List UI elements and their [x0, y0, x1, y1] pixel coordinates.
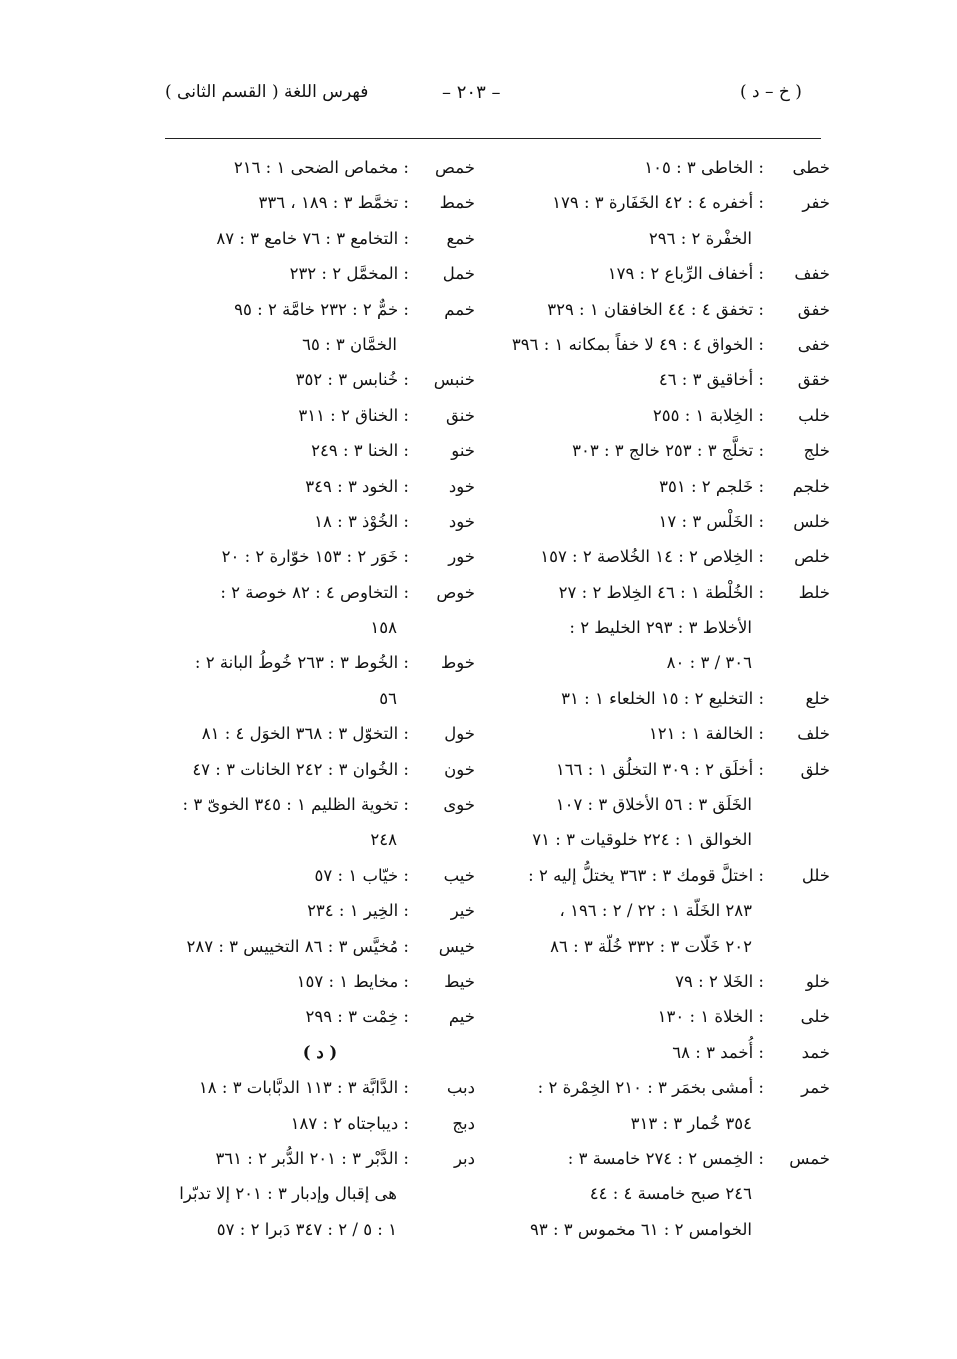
index-entry	[520, 716, 830, 751]
index-entry	[165, 539, 475, 574]
entry-root: خمر	[801, 1078, 830, 1098]
index-entry	[520, 1212, 830, 1247]
index-entry	[520, 929, 830, 964]
index-entry	[165, 1035, 475, 1070]
entry-text: : مُخيَّس ٣ : ٨٦ التخييس ٣ : ٢٨٧	[186, 936, 409, 956]
index-entry	[520, 752, 830, 787]
entry-text: : الخواق ٤ : ٤٩ لا خفاً بمكانه ١ : ٣٩٦	[511, 334, 764, 354]
letter-range: ( خ – د )	[740, 82, 802, 102]
entry-text: : خُنابس ٣ : ٣٥٢	[295, 370, 409, 390]
index-entry	[520, 893, 830, 928]
index-entry	[165, 716, 475, 751]
index-entry	[520, 1141, 830, 1176]
entry-root: خفى	[797, 334, 830, 354]
entry-text: الخوالق ١ : ٢٢٤ خلوقيات ٣ : ٧١	[532, 830, 752, 850]
entry-root: خفف	[794, 264, 830, 284]
index-entry	[165, 610, 475, 645]
entry-root: خوى	[443, 795, 475, 815]
index-entry	[165, 752, 475, 787]
index-entry	[511, 327, 830, 362]
running-title: فهرس اللغة ( القسم الثانى )	[165, 82, 369, 102]
index-entry	[520, 398, 830, 433]
index-entry	[165, 858, 475, 893]
entry-text: الخمَّان ٣ : ٦٥	[302, 334, 397, 354]
entry-text: ٣٠٦ / ٣ : ٨٠	[666, 653, 752, 673]
entry-text: : ديباجتاه ٢ : ١٨٧	[290, 1113, 409, 1133]
entry-text: : خَلجم ٢ : ٣٥١	[659, 476, 764, 496]
entry-text: : الدَّابَّة ٣ : ١١٣ الدبَّابات ٣ : ١٨	[198, 1078, 409, 1098]
entry-root: خمد	[801, 1042, 830, 1062]
header-rule	[165, 138, 821, 139]
entry-text: : تخمَّط ٣ : ١٨٩ ، ٣٣٦	[258, 193, 409, 213]
entry-root: خلب	[798, 405, 830, 425]
index-entry	[165, 822, 475, 857]
entry-text: : التخليع ٢ : ١٥ الخلعاء ١ : ٣١	[561, 688, 764, 708]
entry-root: خلو	[805, 971, 830, 991]
entry-root: خقق	[797, 370, 830, 390]
entry-root: دبب	[446, 1078, 475, 1098]
index-entry	[520, 1106, 830, 1141]
index-entry	[165, 787, 475, 822]
entry-root: خير	[450, 901, 475, 921]
entry-text: : أُخمد ٣ : ٦٨	[672, 1042, 764, 1062]
index-entry	[165, 292, 475, 327]
index-entry	[165, 221, 475, 256]
index-entry	[520, 681, 830, 716]
index-entry	[520, 433, 830, 468]
entry-root: خلس	[793, 511, 830, 531]
entry-text: : خيّاب ١ : ٥٧	[314, 865, 409, 885]
index-entry	[520, 645, 830, 680]
entry-text: : أخلَق ٢ : ٣٠٩ التخلُق ١ : ١٦٦	[555, 759, 764, 779]
index-entry	[165, 964, 475, 999]
entry-root: خمل	[442, 264, 475, 284]
entry-root: خلق	[800, 759, 830, 779]
entry-root: خلجم	[792, 476, 830, 496]
index-entry	[520, 185, 830, 220]
entry-root: خطى	[792, 158, 830, 177]
entry-text: : الخلاة ١ : ١٣٠	[657, 1007, 764, 1027]
index-entry	[165, 1070, 475, 1105]
entry-text: : الخُلْطة ١ : ٤٦ الخِلاط ٢ : ٢٧	[558, 582, 764, 602]
entry-text: : الخِلاص ٢ : ١٤ الخُلاصة ٢ : ١٥٧	[540, 547, 764, 567]
entry-text: ٢٤٦ صبح خامسة ٤ : ٤٤	[589, 1184, 752, 1204]
index-entry	[165, 433, 475, 468]
index-entry	[520, 575, 830, 610]
index-entry	[520, 787, 830, 822]
entry-text: ١٥٨	[370, 618, 397, 638]
entry-root: دبر	[453, 1148, 475, 1168]
entry-text: الأخلاط ٣ : ٢٩٣ الخليط ٢ :	[569, 618, 752, 638]
entry-text: ٢٤٨	[370, 830, 397, 850]
index-entry	[165, 1141, 475, 1176]
entry-text: : الخِلابة ١ : ٢٥٥	[652, 405, 764, 425]
entry-text: الخوامس ٢ : ٦١ مخموس ٣ : ٩٣	[529, 1219, 752, 1239]
index-entry	[520, 1035, 830, 1070]
entry-text: ٢٨٣ الخَلّة ١ : ٢٢ / ٢ : ١٩٦ ،	[559, 901, 752, 921]
entry-text: : أخفره ٤ : ٤٢ الخَفَارة ٣ : ١٧٩	[552, 193, 764, 213]
entry-root: خور	[448, 547, 475, 567]
index-entry	[165, 504, 475, 539]
index-entry	[520, 221, 830, 256]
index-entry	[165, 1176, 475, 1211]
entry-text: : خِمْت ٣ : ٢٩٩	[305, 1007, 409, 1027]
index-entry	[165, 681, 475, 716]
entry-text: ١ : ٥ / ٢ : ٣٤٧ دَبرا ٢ : ٥٧	[216, 1219, 397, 1239]
entry-root: خفق	[797, 299, 830, 319]
entry-text: : تخلَّج ٣ : ٢٥٣ خالج ٣ : ٣٠٣	[572, 441, 764, 461]
entry-root: خيب	[443, 865, 475, 885]
entry-root: خنق	[446, 405, 475, 425]
entry-text: : الخَلا ٢ : ٧٩	[675, 971, 764, 991]
entry-text: : مخايط ١ : ١٥٧	[296, 971, 409, 991]
entry-text: : المخمَّل ٢ : ٢٣٢	[289, 264, 409, 284]
index-entry	[165, 929, 475, 964]
index-entry	[520, 469, 830, 504]
index-entry	[520, 362, 830, 397]
section-letter-heading: ( د )	[302, 1042, 338, 1062]
entry-root: خمع	[446, 228, 475, 248]
entry-text: : الخنا ٣ : ٢٤٩	[311, 441, 409, 461]
entry-text: : الخَلْس ٣ : ١٧	[658, 511, 764, 531]
entry-text: ٢٠٢ خَلّات ٣ : ٣٣٢ خُلّة ٣ : ٨٦	[550, 936, 752, 956]
index-entry	[520, 256, 830, 291]
entry-text: الخفْرة ٢ : ٢٩٦	[648, 228, 752, 248]
entry-text: : التخامع ٣ : ٧٦ خامع ٣ : ٨٧	[216, 228, 409, 248]
index-entry	[165, 256, 475, 291]
entry-root: خون	[444, 759, 475, 779]
entry-text: : أخفاف الرِّباع ٢ : ١٧٩	[607, 264, 764, 284]
entry-text: : أمشى بخمَر ٣ : ٢١٠ الخِمْرة ٢ :	[537, 1078, 764, 1098]
index-entry	[165, 1106, 475, 1141]
entry-root: خلص	[794, 547, 830, 567]
entry-root: خمم	[444, 299, 475, 319]
entry-text: : الخناق ٢ : ٣١١	[298, 405, 409, 425]
right-column	[511, 150, 830, 1247]
entry-text: : أخاقيق ٣ : ٤٦	[658, 370, 764, 390]
index-entry	[165, 1212, 475, 1247]
index-entry	[165, 999, 475, 1034]
entry-text: الخَلَق ٣ : ٥٦ الأخلاق ٣ : ١٠٧	[555, 795, 752, 815]
entry-root: خنبس	[433, 370, 475, 390]
index-entry	[520, 292, 830, 327]
page-number: – ٢٠٣ –	[442, 82, 501, 103]
entry-text: : الخُوان ٣ : ٢٤٢ الخانات ٣ : ٤٧	[192, 759, 409, 779]
entry-text: ٥٦	[379, 688, 397, 708]
entry-text: : مخماص الضحى ١ : ٢١٦	[233, 158, 409, 177]
entry-text: : الدَّبْر ٣ : ٢٠١ الدُّبر ٢ : ٣٦١	[215, 1148, 409, 1168]
entry-root: خيم	[448, 1007, 475, 1027]
entry-root: خلج	[803, 441, 830, 461]
index-entry	[520, 610, 830, 645]
entry-root: خلى	[800, 1007, 830, 1027]
entry-root: خوص	[436, 582, 475, 602]
entry-root: خمس	[789, 1148, 830, 1168]
index-entry	[520, 150, 830, 185]
index-entry	[520, 964, 830, 999]
entry-root: خلط	[798, 582, 830, 602]
entry-root: خلع	[805, 688, 830, 708]
entry-text: : الخود ٣ : ٣٤٩	[305, 476, 409, 496]
entry-root: خلل	[801, 865, 830, 885]
entry-root: دبج	[452, 1113, 475, 1133]
entry-root: خمط	[439, 193, 475, 213]
index-entry	[165, 469, 475, 504]
index-entry	[165, 893, 475, 928]
index-entry	[165, 362, 475, 397]
entry-text: : الخِير ١ : ٢٣٤	[307, 901, 409, 921]
entry-root: خود	[448, 476, 475, 496]
index-entry	[165, 398, 475, 433]
left-column	[165, 150, 475, 1247]
entry-root: خفر	[802, 193, 830, 213]
entry-root: خود	[448, 511, 475, 531]
index-entry	[520, 822, 830, 857]
entry-root: خنو	[451, 441, 475, 461]
index-entry	[520, 999, 830, 1034]
index-entry	[520, 539, 830, 574]
entry-text: : الخاطى ٣ : ١٠٥	[644, 158, 764, 177]
page-header	[0, 82, 957, 112]
index-entry	[165, 150, 475, 185]
entry-text: : تخفق ٤ : ٤٤ الخافقان ١ : ٣٢٩	[547, 299, 764, 319]
entry-text: ٣٥٤ خُمار ٣ : ٣١٣	[630, 1113, 752, 1133]
entry-text: : اختلَّ قومك ٣ : ٣٦٣ يختلُّ إليه ٢ :	[528, 865, 764, 885]
index-entry	[165, 645, 475, 680]
entry-text: : الخالفة ١ : ١٢١	[648, 724, 764, 744]
index-entry	[165, 575, 475, 610]
index-entry	[520, 858, 830, 893]
entry-text: : خَوَر ٢ : ١٥٣ خوّارة ٢ : ٢٠	[221, 547, 409, 567]
entry-text: : التخوّل ٣ : ٣٦٨ الخوَل ٤ : ٨١	[201, 724, 409, 744]
entry-text: : خمٌّ ٢ : ٢٣٢ خامَّة ٢ : ٩٥	[234, 299, 409, 319]
entry-root: خيس	[438, 936, 475, 956]
entry-text: : التخاوص ٤ : ٨٢ خوصة ٢ :	[220, 582, 409, 602]
entry-text: : تخوية الظليم ١ : ٣٤٥ الخوىّ ٣ :	[182, 795, 409, 815]
entry-text: هى إقبال وإدبار ٣ : ٢٠١ إلا تدبّرا	[179, 1184, 397, 1204]
entry-text: : الخُوْذ ٣ : ١٨	[314, 511, 409, 531]
entry-root: خلف	[797, 724, 830, 744]
entry-root: خوط	[441, 653, 475, 673]
index-entry	[520, 1176, 830, 1211]
index-entry	[165, 327, 475, 362]
index-entry	[165, 185, 475, 220]
entry-text: : الخُوط ٣ : ٢٦٣ خُوطُ البانة ٢ :	[194, 653, 409, 673]
entry-root: خيط	[444, 971, 475, 991]
entry-root: خمص	[435, 158, 475, 177]
index-entry	[520, 1070, 830, 1105]
entry-text: : الخِمس ٢ : ٢٧٤ خامسة ٣ :	[567, 1148, 764, 1168]
entry-root: خول	[444, 724, 475, 744]
index-entry	[520, 504, 830, 539]
